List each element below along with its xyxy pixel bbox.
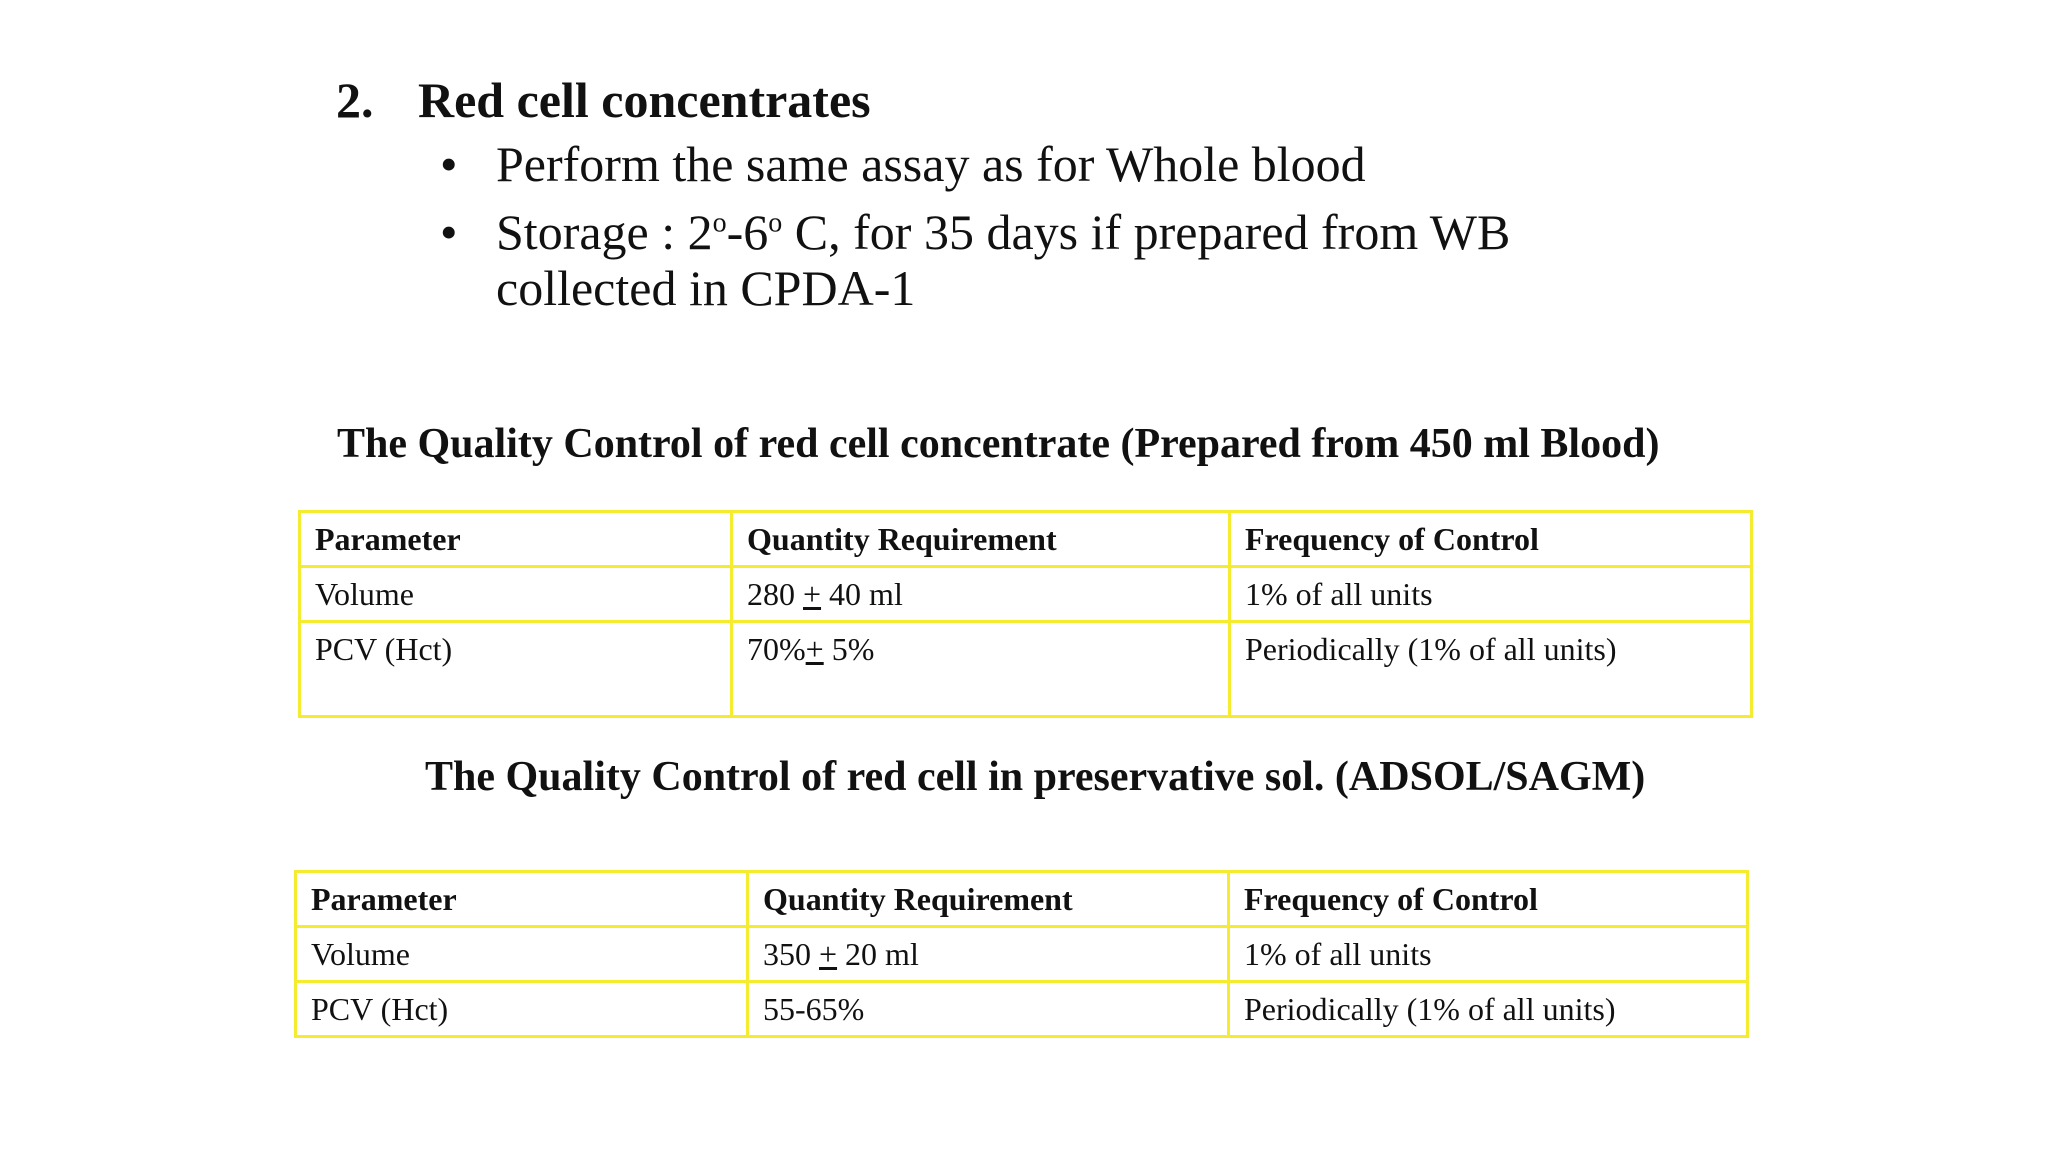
cell-parameter: PCV (Hct) (296, 982, 748, 1037)
header-quantity: Quantity Requirement (732, 512, 1230, 567)
header-frequency: Frequency of Control (1230, 512, 1752, 567)
table-title-preservative: The Quality Control of red cell in preservative sol. (ADSOL/SAGM) (425, 754, 1646, 800)
header-parameter: Parameter (296, 872, 748, 927)
section-title: Red cell concentrates (418, 72, 871, 128)
table-row (296, 982, 1748, 1037)
cell-frequency: Periodically (1% of all units) (1229, 982, 1748, 1037)
table-row (296, 927, 1748, 982)
cell-parameter: Volume (296, 927, 748, 982)
cell-quantity: 350 + 20 ml (748, 927, 1229, 982)
bullet-item-assay (440, 136, 1510, 192)
cell-parameter: PCV (Hct) (300, 622, 732, 717)
header-parameter: Parameter (300, 512, 732, 567)
cell-quantity: 70%+ 5% (732, 622, 1230, 717)
header-quantity: Quantity Requirement (748, 872, 1229, 927)
bullet-text-line-2: collected in CPDA-1 (496, 260, 916, 316)
table-row (300, 622, 1752, 717)
cell-parameter: Volume (300, 567, 732, 622)
cell-quantity: 280 + 40 ml (732, 567, 1230, 622)
table-title-concentrate: The Quality Control of red cell concentrate (Prepared from 450 ml Blood) (337, 421, 1660, 467)
table-header-row (300, 512, 1752, 567)
section-number: 2. (336, 72, 374, 128)
cell-frequency: 1% of all units (1229, 927, 1748, 982)
cell-frequency: 1% of all units (1230, 567, 1752, 622)
section-heading (336, 70, 871, 130)
qc-table-concentrate (298, 510, 1753, 718)
header-frequency: Frequency of Control (1229, 872, 1748, 927)
bullet-list (440, 136, 1510, 328)
bullet-text: Perform the same assay as for Whole blood (496, 136, 1366, 192)
bullet-icon: • (440, 136, 458, 192)
bullet-item-storage (440, 204, 1510, 316)
bullet-icon: • (440, 204, 458, 260)
table-header-row (296, 872, 1748, 927)
table-row (300, 567, 1752, 622)
qc-table-preservative (294, 870, 1749, 1038)
cell-quantity: 55-65% (748, 982, 1229, 1037)
bullet-text-line-1: Storage : 2$^o$-6$^o$ C, for 35 days if prepared from WB (496, 204, 1511, 260)
cell-frequency: Periodically (1% of all units) (1230, 622, 1752, 717)
